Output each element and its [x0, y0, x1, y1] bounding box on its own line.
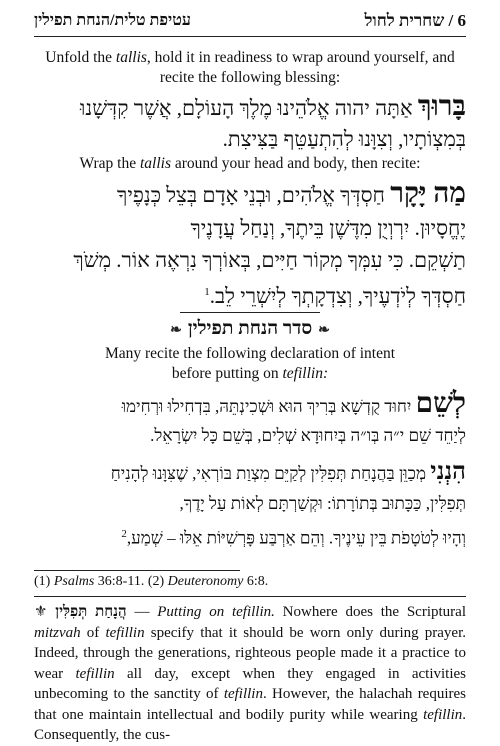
footnote-marker-1: 1 [204, 286, 210, 298]
leshem-line-2: לְיַחֵד שֵׁם י״ה בְּו״ה בְּיִחוּדָא שְׁלִים, בְּשֵׁם כָּל יִשְׂרָאֵל. [150, 426, 466, 445]
commentary-rule [34, 596, 466, 597]
ornament-icon: ❧ [170, 323, 182, 338]
hineni-line-2: תְּפִלִּין, כַּכָּתוּב בְּתוֹרָתוֹ: וּקְשַׁרְתָּם לְאוֹת עַל יָדֶךָ, [179, 494, 466, 513]
running-head-right: 6 / שחרית לחול [364, 11, 466, 30]
ornament-icon: ❧ [318, 323, 330, 338]
instruction-wrap: Wrap the tallis around your head and body, then recite: [79, 155, 421, 172]
section-rule [180, 312, 320, 313]
mah-yakar-line-1: מַה יָּקָר חַסְדְּךָ אֱלֹהִים, וּבְנֵי אָדָם בְּצֵל כְּנָפֶיךָ [117, 178, 466, 209]
commentary-heading: Putting on tefillin. [157, 604, 275, 620]
running-head-left: עטיפת טלית/הנחת תפילין [34, 12, 191, 29]
instruction-unfold: Unfold the tallis, hold it in readiness to wrap around yourself, and recite the following blessing: [45, 49, 455, 86]
commentary-heading-hebrew: הֲנָחַת תְּפִלִּין [55, 604, 127, 620]
instruction-intent: Many recite the following declaration of intent before putting on tefillin: [104, 345, 396, 382]
leshem-lead-word: לְשֵׁם [415, 388, 466, 419]
mah-yakar-lead-word: מַה יָּקָר [390, 178, 466, 209]
section-heading: ❧סדר הנחת תפילין❧ [170, 318, 330, 339]
footnote-marker-2: 2 [121, 528, 127, 540]
hineni-line-1: הִנְנִי מְכַוֵּן בַּהֲנָחַת תְּפִלִּין לְקַיֵּם מִצְוַת בּוֹרְאִי, שֶׁצִּוָּנוּ לְהָנִיחַ [110, 459, 466, 485]
hineni-lead-word: הִנְנִי [430, 459, 466, 485]
blessing-line-2: בְּמִצְוֹתָיו, וְצִוָּנוּ לְהִתְעַטֵּף בַּצִּיצִת. [222, 127, 466, 151]
mah-yakar-line-2: יֶחֱסָיוּן. יִרְוְיֻן מִדֶּשֶׁן בֵּיתֶךָ, וְנַחַל עֲדָנֶיךָ [190, 216, 466, 240]
commentary: ⚜ הֲנָחַת תְּפִלִּין — Putting on tefillin. Nowhere does the Scriptural mitzvah of tefillin specify that it should be worn only during prayer. Indeed, through the generations, righteous people made it a practice to wear tefillin all day, except when they engaged in activities unbecoming to the sanctity of tefillin. However, the halachah requires that one maintain intellectual and bodily purity while wearing tefillin. Consequently, the cus- [34, 604, 467, 743]
blessing-lead-word: בָּרוּךְ [417, 91, 466, 122]
page-header [34, 8, 466, 34]
mah-yakar-line-4: חַסְדְּךָ לְיֹדְעֶיךָ, וְצִדְקָתְךָ לְיִשְׁרֵי לֵב.$^1$ [204, 284, 466, 308]
commentary-marker-icon: ⚜ [34, 604, 48, 620]
leshem-line-1: לְשֵׁם יִחוּד קֻדְשָׁא בְּרִיךְ הוּא וּשְׁכִינְתֵּהּ, בִּדְחִילוּ וּרְחִימוּ [121, 388, 466, 419]
blessing-line-1: בָּרוּךְ אַתָּה יהוה אֱלֹהֵינוּ מֶלֶךְ הָעוֹלָם, אֲשֶׁר קִדְּשָׁנוּ [80, 91, 466, 122]
mah-yakar-line-3: תַשְׁקֵם. כִּי עִמְּךָ מְקוֹר חַיִּים, בְּאוֹרְךָ נִרְאֶה אוֹר. מְשֹׁךְ [73, 248, 466, 272]
footnote-rule [34, 570, 240, 571]
header-rule [34, 36, 466, 37]
footnotes: (1) Psalms 36:8-11. (2) Deuteronomy 6:8. [34, 574, 269, 589]
hineni-line-3: וְהָיוּ לְטֹטָפֹת בֵּין עֵינֶיךָ. וְהֵם אַרְבַּע פָּרְשִׁיּוֹת אֵלּוּ – שְׁמַע,$^2$ [121, 528, 466, 548]
